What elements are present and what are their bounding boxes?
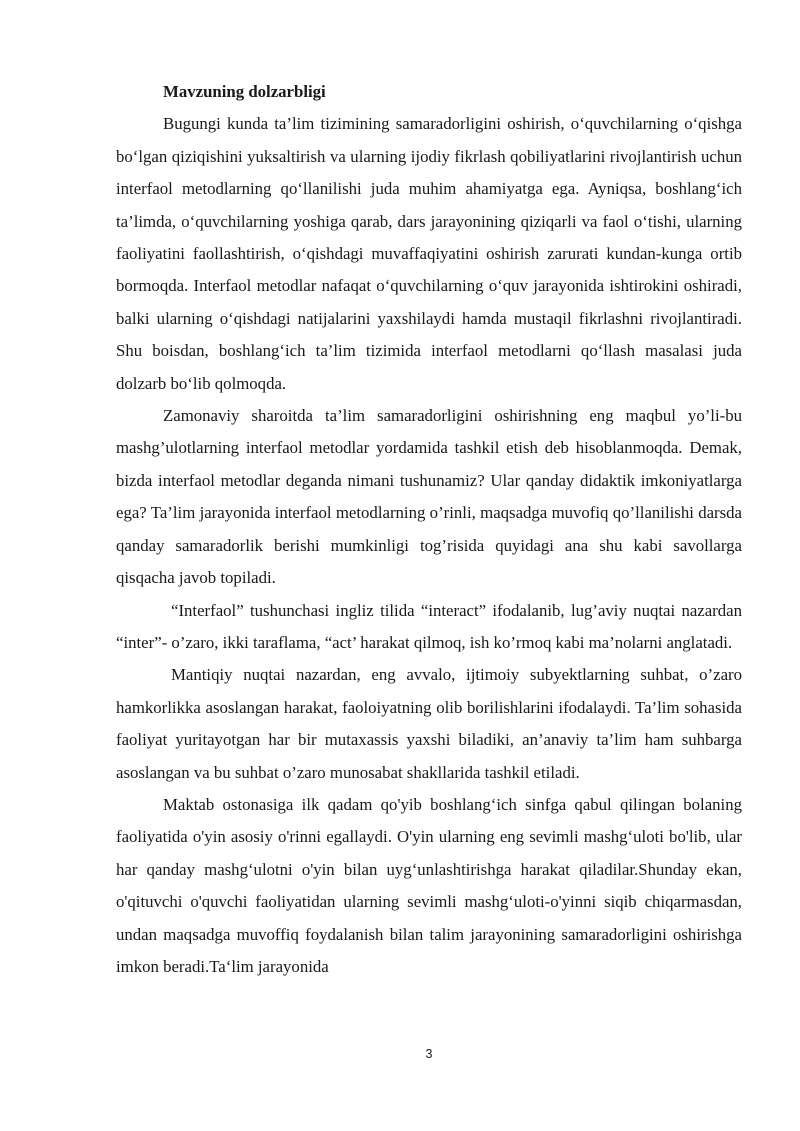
paragraph-relevance: Bugungi kunda ta’lim tizimining samaradorligini oshirish, o‘quvchilarning o‘qishga bo‘lgan qiziqishini yuksaltirish va ularning ijodiy fikrlash qobiliyatlarini rivojlantirish uchun interfaol metodlarning qo‘llanilishi juda muhim ahamiyatga ega. Ayniqsa, boshlang‘ich ta’limda, o‘quvchilarning yoshiga qarab, dars jarayonining qiziqarli va faol o‘tishi, ularning faoliyatini faollashtirish, o‘qishdagi muvaffaqiyatini oshirish zarurati kundan-kunga ortib bormoqda. Interfaol metodlar nafaqat o‘quvchilarning o‘quv jarayonida ishtirokini oshiradi, balki ularning o‘qishdagi natijalarini yaxshilaydi hamda mustaqil fikrlashni rivojlantiradi. Shu boisdan, boshlang‘ich ta’lim tizimida interfaol metodlarni qo‘llash masalasi juda dolzarb bo‘lib qolmoqda. <box>116 114 742 393</box>
paragraph-interactive-definition: “Interfaol” tushunchasi ingliz tilida “interact” ifodalanib, lug’aviy nuqtai nazardan “inter”- o’zaro, ikki taraflama, “act’ harakat qilmoq, ish ko’rmoq kabi ma’nolarni anglatadi. <box>116 600 742 652</box>
paragraph-school-play: Maktab ostonasiga ilk qadam qo'yib boshlang‘ich sinfga qabul qilingan bolaning faoliyatida o'yin asosiy o'rinni egallaydi. O'yin ularning eng sevimli mashg‘uloti bo'lib, ular har qanday mashg‘ulotni o'yin bilan uyg‘unlashtirishga harakat qiladilar.Shunday ekan, o'qituvchi o'quvchi faoliyatidan ularning sevimli mashg‘uloti-o'yinni siqib chiqarmasdan, undan maqsadga muvoffiq foydalanish bilan talim jarayonining samaradorligini oshirishga imkon beradi.Ta‘lim jarayonida <box>116 794 742 976</box>
document-body <box>116 76 742 983</box>
section-heading: Mavzuning dolzarbligi <box>163 82 326 101</box>
paragraph-logical-view: Mantiqiy nuqtai nazardan, eng avvalo, ijtimoiy subyektlarning suhbat, o’zaro hamkorlikka asoslangan harakat, faoloiyatning olib borilishlarini ifodalaydi. Ta’lim sohasida faoliyat yuritayotgan har bir mutaxassis yaxshi biladiki, an’anaviy ta’lim ham suhbarga asoslangan va bu suhbat o’zaro munosabat shakllarida tashkil etiladi. <box>116 665 742 782</box>
paragraph-modern-conditions: Zamonaviy sharoitda ta’lim samaradorligini oshirishning eng maqbul yo’li-bu mashg’ulotlarning interfaol metodlar yordamida tashkil etish deb hisoblanmoqda. Demak, bizda interfaol metodlar deganda nimani tushunamiz? Ular qanday didaktik imkoniyatlarga ega? Ta’lim jarayonida interfaol metodlarning o’rinli, maqsadga muvofiq qo’llanilishi darsda qanday samaradorlik berishi mumkinligi tog’risida quyidagi ana shu kabi savollarga qisqacha javob topiladi. <box>116 406 742 588</box>
page-number: 3 <box>425 1047 433 1061</box>
